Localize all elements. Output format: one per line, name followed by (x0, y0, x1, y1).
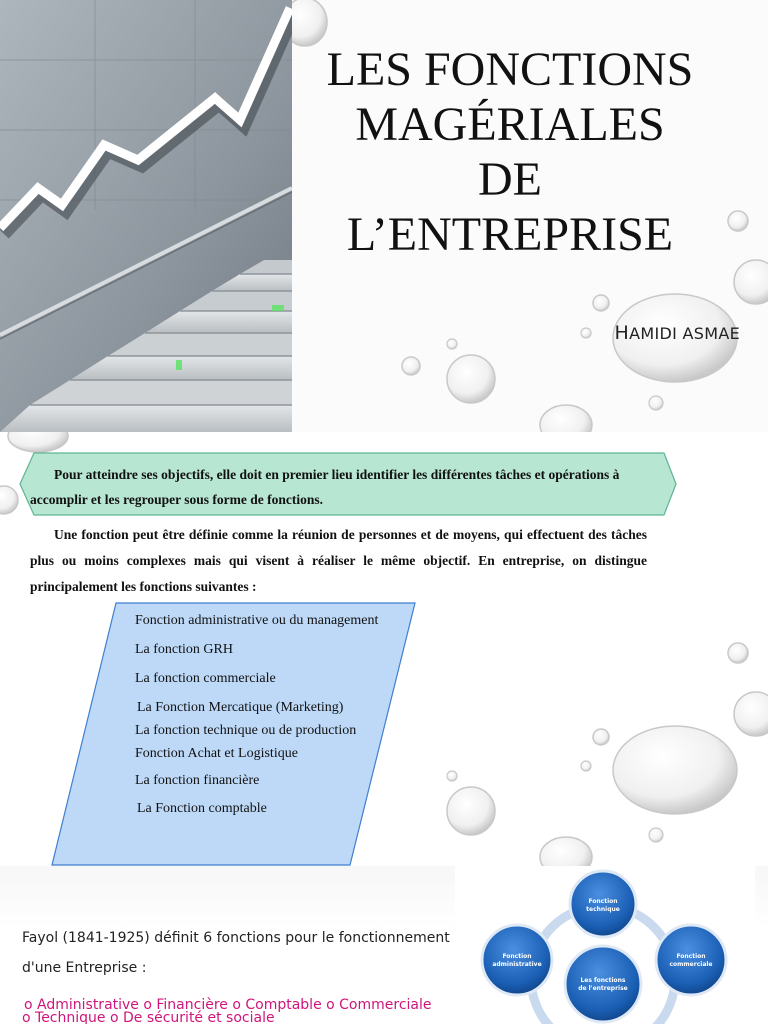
node-right-label-2: commerciale (669, 961, 713, 968)
node-top-label-2: technique (586, 906, 620, 913)
node-center (565, 946, 641, 1022)
title-line-3: DE (478, 153, 542, 206)
author-initial: H (614, 322, 630, 344)
node-top-label-1: Fonction (588, 898, 618, 905)
node-center-label-1: Les fonctions (580, 977, 626, 984)
node-left-label-1: Fonction (502, 953, 532, 960)
function-item: La fonction financière (135, 773, 260, 788)
title-line-2: MAGÉRIALES (355, 98, 665, 151)
author-name (560, 322, 740, 344)
title-line-1: LES FONCTIONS (326, 43, 694, 96)
banner-text: Pour atteindre ses objectifs, elle doit en premier lieu identifier les différentes tâches et opérations à accomplir et les regrouper sous forme de fonctions. (30, 467, 620, 507)
node-right-label-1: Fonction (676, 953, 706, 960)
node-center-label-2: de l'entreprise (578, 985, 628, 992)
fayol-text-line-2: d'une Entreprise : (22, 960, 147, 976)
functions-cycle-diagram (455, 866, 755, 1024)
node-right (656, 925, 726, 995)
function-item: La fonction GRH (135, 642, 233, 657)
presentation-title (300, 42, 720, 262)
function-item: La Fonction comptable (137, 801, 267, 816)
function-item: La fonction technique ou de production (135, 723, 357, 738)
function-item: La fonction commerciale (135, 671, 276, 686)
author-rest: AMIDI ASMAE (629, 324, 740, 343)
stairs-growth-photo (0, 0, 292, 432)
fayol-functions-list-1: o Administrative o Financière o Comptable o Commerciale (24, 997, 432, 1013)
functions-slide (0, 432, 768, 866)
function-item: La Fonction Mercatique (Marketing) (137, 700, 344, 715)
title-line-4: L’ENTREPRISE (346, 208, 674, 261)
fayol-slide (0, 866, 768, 1024)
function-item: Fonction Achat et Logistique (135, 746, 298, 761)
fayol-text-line-1: Fayol (1841-1925) définit 6 fonctions pour le fonctionnement (22, 930, 450, 946)
intro-paragraph: Une fonction peut être définie comme la réunion de personnes et de moyens, qui effectuent des tâches plus ou moins complexes mais qui visent à réaliser le même objectif. En entreprise, on distingue principalement les fonctions suivantes : (30, 527, 647, 594)
node-left-label-2: administrative (492, 961, 542, 968)
node-top (570, 871, 636, 937)
function-item: Fonction administrative ou du management (135, 613, 379, 628)
title-slide (0, 0, 768, 432)
node-left (482, 925, 552, 995)
fayol-functions-list-2: o Technique o De sécurité et sociale (22, 1010, 275, 1024)
